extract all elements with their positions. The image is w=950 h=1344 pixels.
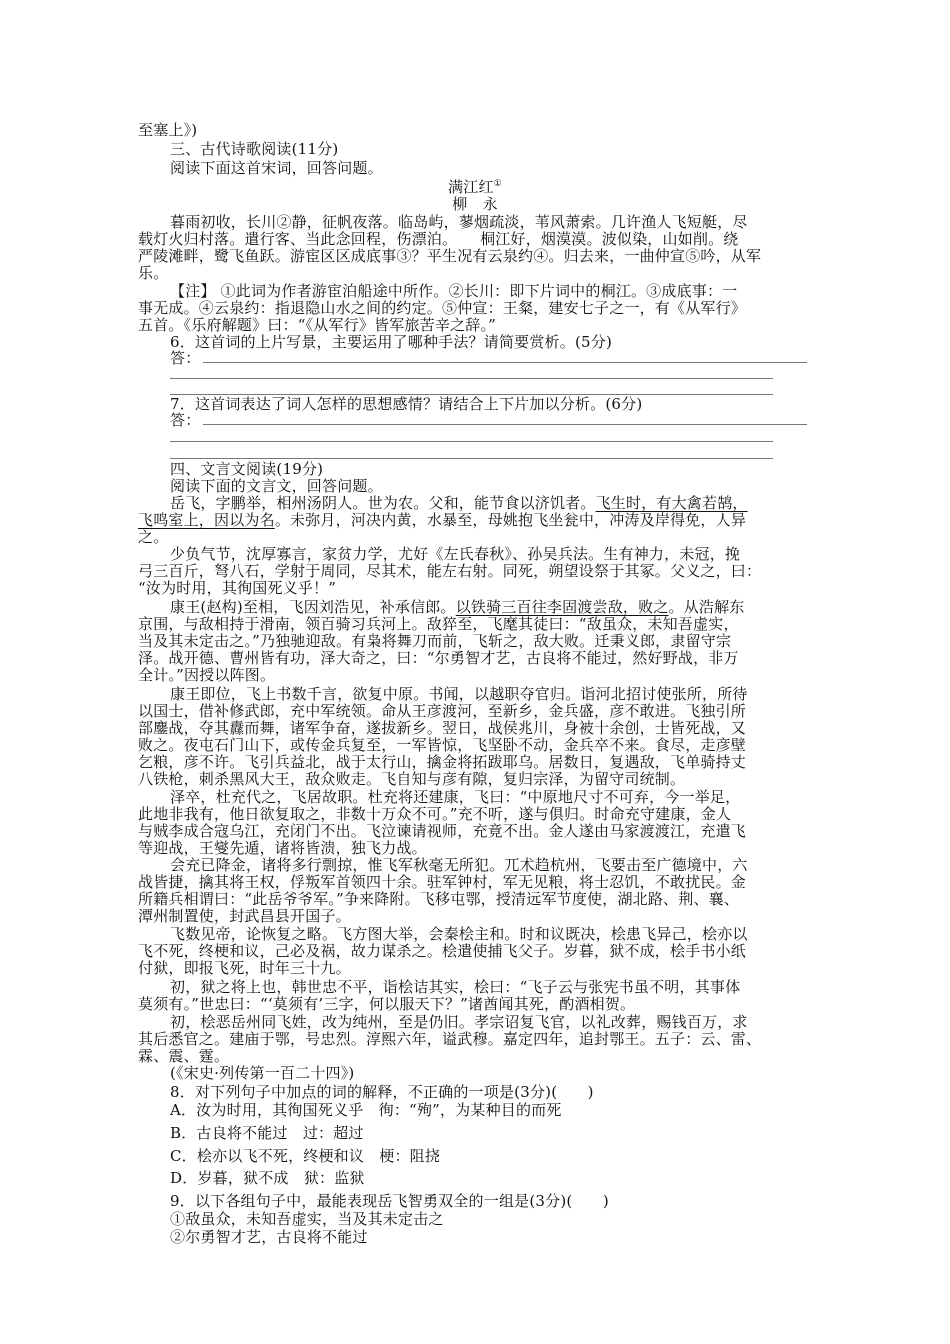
- passage-line: 京围，与敌相持于滑南，领百骑习兵河上。敌猝至，飞麾其徒曰：“敌虽众，未知吾虚实，: [138, 615, 739, 633]
- passage-line: 飞数见帝，论恢复之略。飞方图大举，会秦桧主和。时和议既决，桧患飞异己，桧亦以: [170, 925, 748, 943]
- passage-line: 此地非我有，他日欲复取之，非数十万众不可。”充不听，遂与俱归。时命充守建康，金人: [138, 805, 732, 823]
- passage-line: 飞不死，终梗和议，己必及祸，故力谋杀之。桧遣使捕飞父子。岁暮，狱不成，桧手书小纸: [138, 942, 747, 960]
- poem-title: 满江红: [448, 178, 494, 196]
- poem-note-line: 五首。《乐府解题》曰：“《从军行》皆军旅苦辛之辞。”: [138, 316, 497, 334]
- passage-line: 潭州制置使，封武昌县开国子。: [138, 907, 351, 925]
- answer-label-7: 答：: [170, 411, 201, 429]
- question-9: 9．以下各组句子中，最能表现岳飞智勇双全的一组是(3分)( ): [170, 1192, 609, 1210]
- passage-line: 泽卒，杜充代之，飞居故职。杜充将还建康，飞曰：“中原地尺寸不可弃，今一举足，: [170, 788, 741, 806]
- section3-heading: 三、古代诗歌阅读(11分): [170, 140, 339, 158]
- passage-line: 莫须有。”世忠曰：“‘莫须有’三字，何以服天下？”诸酋闻其死，酌酒相贺。: [138, 995, 636, 1013]
- passage-line: 败之。夜屯石门山下，或传金兵复至，一军皆惊，飞坚卧不动，金兵卒不来。食尽，走彦壁: [138, 736, 747, 754]
- answer-label-6: 答：: [170, 349, 201, 367]
- poem-line: 严陵滩畔，鹭飞鱼跃。游宦区区成底事③？平生况有云泉约④。归去来，一曲仲宣⑤吟，从军: [138, 247, 762, 265]
- passage-line: 八铁枪，刺杀黑风大王，敌众败走。飞自知与彦有隙，复归宗泽，为留守司统制。: [138, 770, 686, 788]
- passage-line: “汝为时用，其徇国死义乎！”: [138, 579, 337, 597]
- passage-line: 当及其未定击之。”乃独驰迎敌。有枭将舞刀而前，飞斩之，敌大败。迁秉义郎，隶留守宗: [138, 632, 732, 650]
- answer-line[interactable]: [170, 441, 773, 442]
- answer-line[interactable]: [203, 424, 807, 425]
- answer-line[interactable]: [170, 458, 773, 459]
- poem-title-line: [0, 179, 950, 196]
- underlined-sentence-2: 以铁骑三百往李固渡尝敌，败之: [455, 598, 669, 616]
- q8-option-c[interactable]: C．桧亦以飞不死，终梗和议 梗：阻挠: [170, 1147, 441, 1165]
- underlined-sentence-1-cont: 飞鸣室上，因以为名: [138, 511, 275, 529]
- passage-text: 岳飞，字鹏举，相州汤阴人。世为农。父和，能节食以济饥者。: [170, 494, 596, 512]
- answer-line[interactable]: [203, 362, 807, 363]
- answer-line[interactable]: [170, 378, 773, 379]
- passage-line: 泽。战开德、曹州皆有功，泽大奇之，曰：“尔勇智才艺，古良将不能过，然好野战，非万: [138, 649, 739, 667]
- section4-instruction: 阅读下面的文言文，回答问题。: [170, 477, 383, 495]
- passage-line: 与贼李成合寇乌江，充闭门不出。飞泣谏请视师，充竟不出。金人遂由马家渡渡江，充遣飞: [138, 822, 747, 840]
- passage-line: 弓三百斤，弩八石，学射于周同，尽其术，能左右射。同死，朔望设祭于其冢。父义之，曰：: [138, 562, 762, 580]
- poem-note-line: 事无成。④云泉约：指退隐山水之间的约定。⑤仲宣：王粲，建安七子之一，有《从军行》: [138, 299, 747, 317]
- passage-line: 所籍兵相谓曰：“此岳爷爷军。”争来降附。飞移屯鄂，授清远军节度使，湖北路、荆、襄、: [138, 890, 740, 908]
- poem-line: 载灯火归村落。遣行客、当此念回程，伤漂泊。 桐江好，烟漠漠。波似染，山如削。绕: [138, 230, 739, 248]
- q9-item-2: ②尔勇智才艺，古良将不能过: [170, 1228, 368, 1246]
- question-7: 7．这首词表达了词人怎样的思想感情？请结合上下片加以分析。(6分): [170, 395, 643, 413]
- passage-line: 初，狱之将上也，韩世忠不平，诣桧诘其实，桧曰：“飞子云与张宪书虽不明，其事体: [170, 978, 741, 996]
- passage-line: 康王即位，飞上书数千言，欲复中原。书闻，以越职夺官归。诣河北招讨使张所，所待: [170, 685, 748, 703]
- passage-line: 部鏖战，夺其纛而舞，诸军争奋，遂拔新乡。翌日，战侯兆川，身被十余创，士皆死战，又: [138, 719, 747, 737]
- carry-line: 至塞上》): [138, 121, 198, 139]
- passage-line: 付狱，即报飞死，时年三十九。: [138, 959, 351, 977]
- passage-line: 初，桧恶岳州同飞姓，改为纯州，至是仍旧。孝宗诏复飞官，以礼改葬，赐钱百万，求: [170, 1013, 748, 1031]
- underlined-sentence-1: 飞生时，有大禽若鹄，: [595, 494, 748, 512]
- passage-line: 会充已降金，诸将多行剽掠，惟飞军秋毫无所犯。兀术趋杭州，飞要击至广德境中，六: [170, 856, 748, 874]
- poem-note-line: 【注】 ①此词为作者游宦泊船途中所作。②长川：即下片词中的桐江。③成底事：一: [170, 282, 738, 300]
- passage-text: 康王(赵构)至相，飞因刘浩见，补承信郎。: [170, 598, 456, 616]
- passage-line: [170, 495, 748, 512]
- passage-line: 以国士，借补修武郎，充中军统领。命从王彦渡河，至新乡，金兵盛，彦不敢进。飞独引所: [138, 702, 747, 720]
- passage-line: 霖、震、霆。: [138, 1047, 230, 1065]
- q8-option-d[interactable]: D．岁暮，狱不成 狱：监狱: [170, 1169, 365, 1187]
- q9-item-1: ①敌虽众，未知吾虚实，当及其未定击之: [170, 1210, 444, 1228]
- question-8: 8．对下列句子中加点的词的解释，不正确的一项是(3分)( ): [170, 1083, 594, 1101]
- passage-source: (《宋史·列传第一百二十四》): [170, 1064, 355, 1082]
- passage-line: 少负气节，沈厚寡言，家贫力学，尤好《左氏春秋》、孙吴兵法。生有神力，未冠，挽: [170, 545, 741, 563]
- passage-line: [170, 599, 745, 616]
- q8-option-a[interactable]: A．汝为时用，其徇国死义乎 徇：“殉”，为某种目的而死: [170, 1101, 562, 1119]
- question-6: 6．这首词的上片写景，主要运用了哪种手法？请简要赏析。(5分): [170, 333, 612, 351]
- poem-line: 暮雨初收，长川②静，征帆夜落。临岛屿，蓼烟疏淡，苇风萧索。几许渔人飞短艇，尽: [170, 213, 748, 231]
- passage-line: 全计。”因授以阵图。: [138, 666, 276, 684]
- passage-line: 乞粮，彦不许。飞引兵益北，战于太行山，擒金将拓跋耶乌。居数日，复遇敌，飞单骑持丈: [138, 753, 747, 771]
- section3-instruction: 阅读下面这首宋词，回答问题。: [170, 159, 383, 177]
- passage-line: [138, 512, 746, 529]
- q8-option-b[interactable]: B．古良将不能过 过：超过: [170, 1124, 364, 1142]
- passage-line: 之。: [138, 528, 169, 546]
- poem-title-note-mark: ①: [493, 179, 502, 189]
- passage-text: 。未弥月，河决内黄，水暴至，母姚抱飞坐瓮中，冲涛及岸得免，人异: [274, 511, 747, 529]
- passage-line: 其后悉官之。建庙于鄂，号忠烈。淳熙六年，谥武穆。嘉定四年，追封鄂王。五子：云、雷、: [138, 1030, 762, 1048]
- poem-author: 柳 永: [452, 195, 498, 213]
- poem-line: 乐。: [138, 264, 169, 282]
- passage-line: 等迎战，王燮先遁，诸将皆溃，独飞力战。: [138, 839, 427, 857]
- passage-line: 战皆捷，擒其将王权，俘叛军首领四十余。驻军钟村，军无见粮，将士忍饥，不敢扰民。金: [138, 873, 747, 891]
- passage-text: 。从浩解东: [668, 598, 745, 616]
- section4-heading: 四、文言文阅读(19分): [170, 460, 324, 478]
